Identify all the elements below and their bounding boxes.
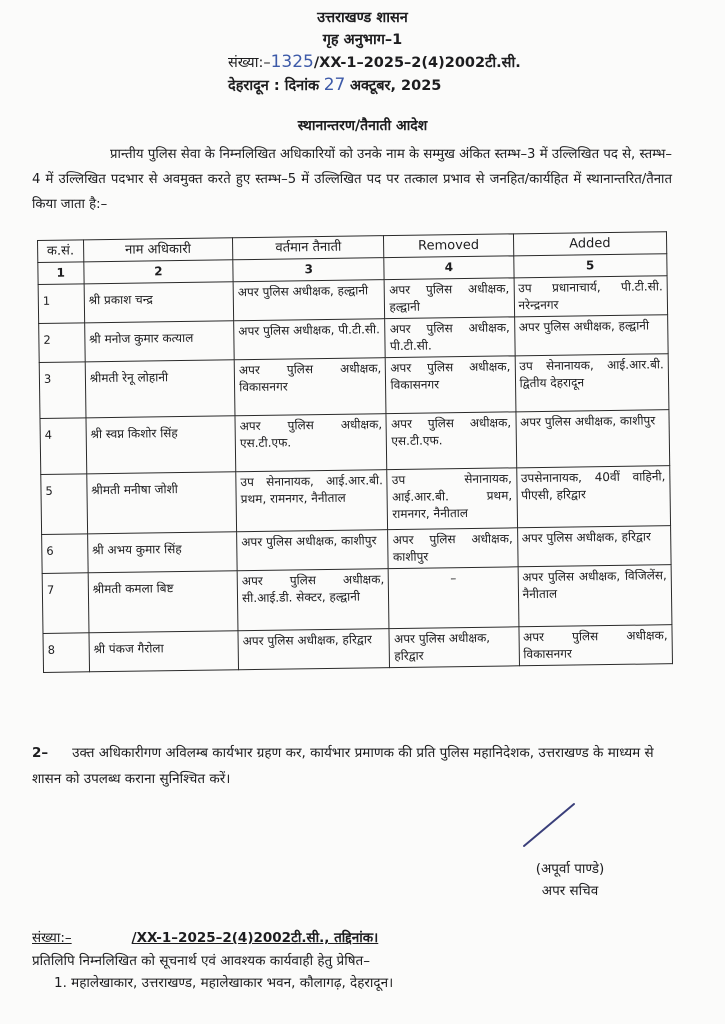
- place-date-label: देहरादून : दिनांक: [228, 78, 320, 94]
- date-handwritten: 27: [323, 75, 346, 95]
- paragraph-number: 2–: [32, 745, 49, 761]
- cell-serial: 4: [40, 418, 86, 475]
- cell-current-posting: अपर पुलिस अधीक्षक, पी.टी.सी.: [234, 319, 386, 360]
- cell-current-posting: अपर पुलिस अधीक्षक, एस.टी.एफ.: [235, 414, 387, 472]
- cell-officer-name: श्रीमती मनीषा जोशी: [86, 472, 236, 534]
- cell-added: उपसेनानायक, 40वीं वाहिनी, पीएसी, हरिद्वार: [516, 466, 670, 528]
- cell-officer-name: श्रीमती रेनू लोहानी: [85, 360, 235, 418]
- cell-serial: 8: [43, 633, 89, 673]
- cell-serial: 1: [38, 284, 84, 324]
- table-row: [42, 565, 672, 634]
- signature-mark-icon: [520, 800, 580, 850]
- table-row: [39, 354, 669, 419]
- table-row: [43, 625, 672, 673]
- order-number-suffix: /XX-1–2025–2(4)2002टी.सी.: [313, 55, 521, 71]
- government-heading: उत्तराखण्ड शासन: [317, 10, 408, 26]
- signatory-designation: अपर सचिव: [541, 883, 599, 899]
- cell-serial: 5: [41, 474, 88, 535]
- instruction-paragraph: [32, 740, 682, 792]
- cell-current-posting: अपर पुलिस अधीक्षक, हरिद्वार: [238, 629, 390, 670]
- cell-current-posting: अपर पुलिस अधीक्षक, सी.आई.डी. सेक्टर, हल्द्वानी: [237, 569, 389, 631]
- cell-removed: अपर पुलिस अधीक्षक, पी.टी.सी.: [385, 317, 515, 358]
- order-title: स्थानान्तरण/तैनाती आदेश: [297, 118, 428, 134]
- copy-number-suffix: /XX-1–2025–2(4)2002टी.सी., तद्दिनांक।: [131, 930, 379, 946]
- column-number: 4: [384, 256, 513, 280]
- place-date-line: [228, 75, 441, 96]
- order-number-line: [228, 52, 521, 73]
- header-added: Added: [513, 232, 667, 256]
- header-officer-name: नाम अधिकारी: [83, 238, 233, 262]
- cell-current-posting: अपर पुलिस अधीक्षक, विकासनगर: [234, 358, 386, 416]
- copy-recipient: 1. महालेखाकार, उत्तराखण्ड, महालेखाकार भवन, कौलागढ़, देहरादून।: [54, 975, 394, 991]
- cell-removed: –: [389, 567, 519, 629]
- cell-added: अपर पुलिस अधीक्षक, काशीपुर: [515, 410, 669, 468]
- intro-paragraph: प्रान्तीय पुलिस सेवा के निम्नलिखित अधिकारियों को उनके नाम के सम्मुख अंकित स्तम्भ–3 में उल्लिखित पद से, स्तम्भ–4 में उल्लिखित पदभार से अवमुक्त करते हुए स्तम्भ–5 में उल्लिखित पद पर तत्काल प्रभाव से जनहित/कार्यहित में स्थानान्तरित/तैनात किया जाता है:–: [32, 147, 672, 212]
- cell-added: अपर पुलिस अधीक्षक, विजिलेंस, नैनीताल: [518, 565, 672, 627]
- cell-removed: अपर पुलिस अधीक्षक, हरिद्वार: [389, 627, 519, 668]
- header-removed: Removed: [384, 234, 513, 258]
- cell-removed: अपर पुलिस अधीक्षक, विकासनगर: [386, 356, 516, 414]
- cell-officer-name: श्री स्वप्न किशोर सिंह: [86, 416, 236, 474]
- signatory-name: (अपूर्वा पाण्डे): [535, 861, 605, 877]
- column-number: 1: [38, 262, 84, 285]
- cell-officer-name: श्री प्रकाश चन्द्र: [84, 282, 234, 323]
- cell-removed: अपर पुलिस अधीक्षक, एस.टी.एफ.: [386, 412, 516, 470]
- copy-reference-line: [32, 928, 378, 948]
- transfer-table: [37, 231, 673, 673]
- cell-serial: 7: [42, 573, 89, 634]
- column-number: 3: [233, 258, 385, 282]
- date-month-year: अक्टूबर, 2025: [349, 78, 442, 94]
- cell-officer-name: श्री अभय कुमार सिंह: [87, 532, 237, 573]
- header-current-posting: वर्तमान तैनाती: [233, 236, 385, 260]
- cell-removed: उप सेनानायक, आई.आर.बी. प्रथम, रामनगर, नैनीताल: [387, 468, 517, 530]
- signature-block: [500, 858, 640, 902]
- table-row: [41, 466, 671, 535]
- cell-officer-name: श्री पंकज गैरोला: [89, 631, 239, 672]
- order-number-label: संख्या:–: [228, 55, 271, 71]
- cell-current-posting: उप सेनानायक, आई.आर.बी. प्रथम, रामनगर, नैनीताल: [236, 470, 388, 532]
- cell-added: अपर पुलिस अधीक्षक, विकासनगर: [518, 625, 672, 666]
- order-number-handwritten: 1325: [270, 52, 314, 72]
- cell-removed: अपर पुलिस अधीक्षक, काशीपुर: [388, 528, 518, 569]
- column-number: 5: [513, 254, 667, 278]
- cell-serial: 2: [39, 323, 85, 363]
- copy-number-label: संख्या:–: [32, 930, 72, 946]
- instruction-text: उक्त अधिकारीगण अविलम्ब कार्यभार ग्रहण कर, कार्यभार प्रमाणक की प्रति पुलिस महानिदेशक, उत्तराखण्ड के माध्यम से शासन को उपलब्ध कराना सुनिश्चित करें।: [32, 745, 654, 787]
- cell-officer-name: श्री मनोज कुमार कत्याल: [84, 321, 234, 362]
- cell-removed: अपर पुलिस अधीक्षक, हल्द्वानी: [385, 278, 515, 319]
- department-heading: गृह अनुभाग–1: [322, 32, 403, 48]
- cell-current-posting: अपर पुलिस अधीक्षक, काशीपुर: [237, 530, 389, 571]
- cell-serial: 6: [42, 534, 88, 574]
- cell-added: उप प्रधानाचार्य, पी.टी.सी. नरेन्द्रनगर: [514, 276, 668, 317]
- header-serial: क.सं.: [38, 240, 84, 263]
- cell-added: उप सेनानायक, आई.आर.बी. द्वितीय देहरादून: [515, 354, 669, 412]
- copy-intro: प्रतिलिपि निम्नलिखित को सूचनार्थ एवं आवश्यक कार्यवाही हेतु प्रेषित–: [32, 953, 370, 969]
- cell-serial: 3: [39, 362, 85, 419]
- cell-added: अपर पुलिस अधीक्षक, हरिद्वार: [517, 526, 671, 567]
- table-row: [40, 410, 670, 475]
- cell-current-posting: अपर पुलिस अधीक्षक, हल्द्वानी: [233, 280, 385, 321]
- column-number: 2: [84, 260, 234, 284]
- cell-added: अपर पुलिस अधीक्षक, हल्द्वानी: [514, 315, 668, 356]
- cell-officer-name: श्रीमती कमला बिष्ट: [88, 571, 238, 633]
